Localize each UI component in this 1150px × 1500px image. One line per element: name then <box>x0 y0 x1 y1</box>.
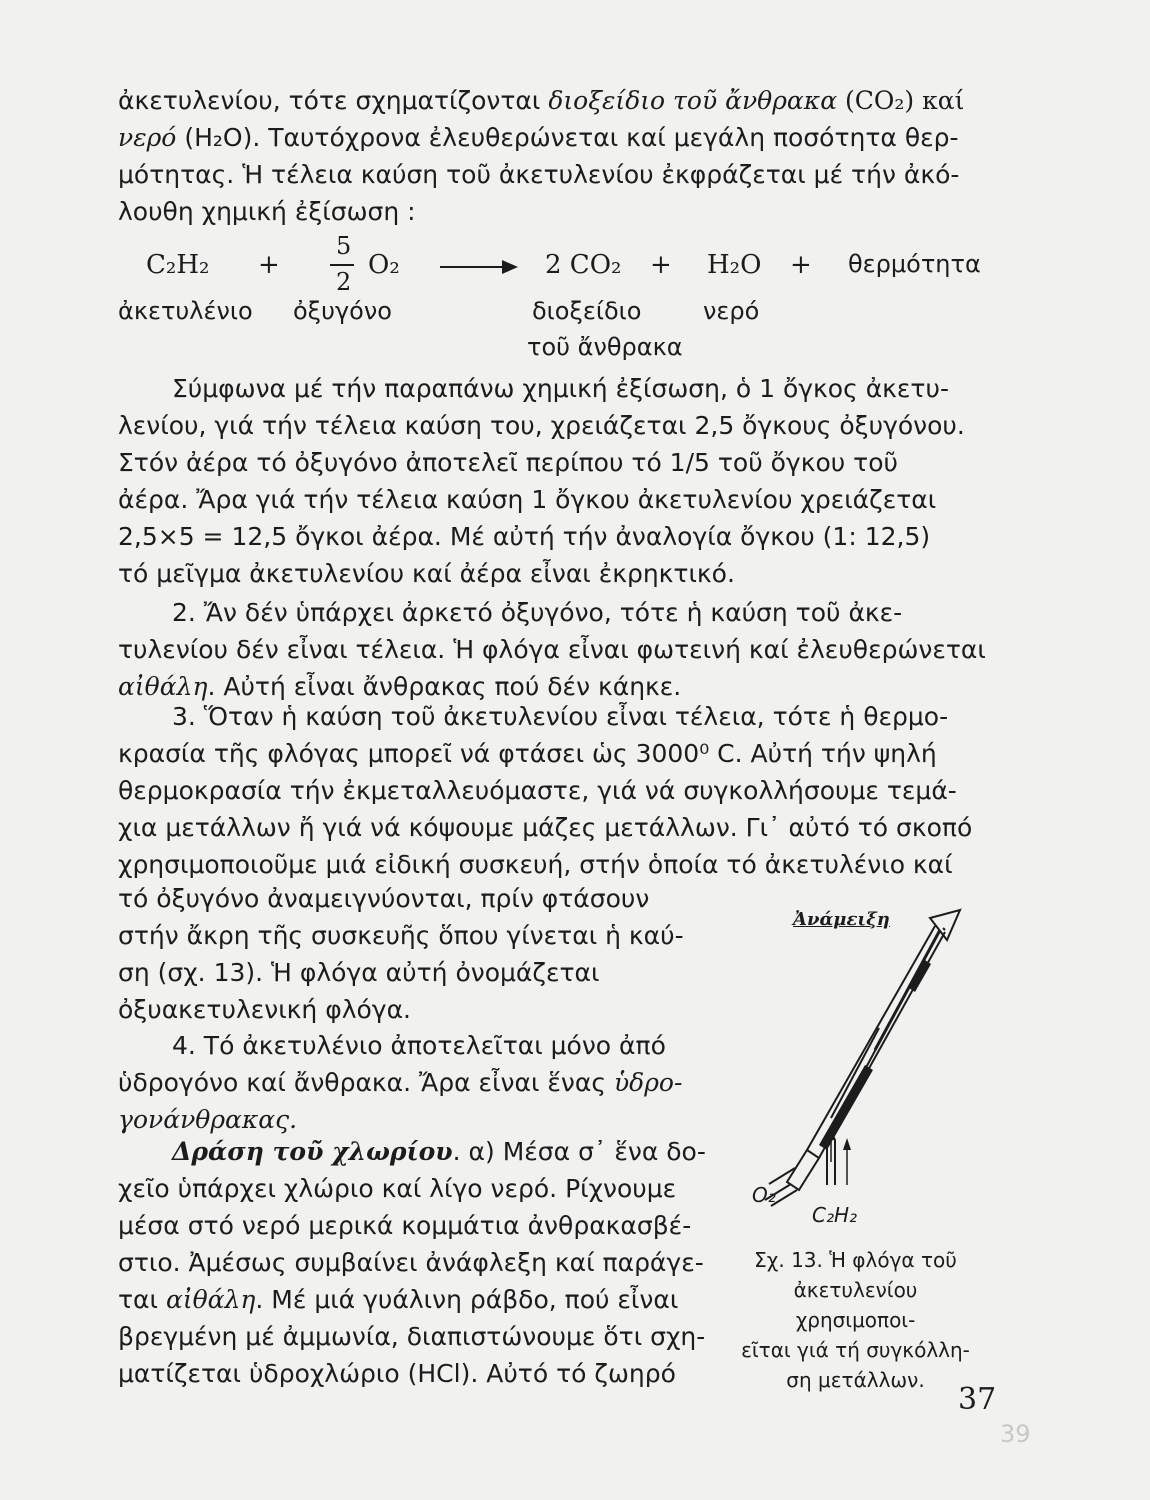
caption-line: ση μετάλλων. <box>786 1368 925 1392</box>
text-line: στιο. Ἀμέσως συμβαίνει ἀνάφλεξη καί παράγε- <box>118 1248 704 1277</box>
text-line: θερμοκρασία τήν ἐκμεταλλευόμαστε, γιά νά συγκολλήσουμε τεμά- <box>118 776 957 805</box>
intro-line-4: λουθη χημική ἐξίσωση : <box>118 197 416 226</box>
text-line: 3. Ὅταν ἡ καύση τοῦ ἀκετυλενίου εἶναι τέλεια, τότε ἡ θερμο- <box>172 702 949 731</box>
eq-fraction-bar <box>330 264 354 266</box>
eq-plus-3: + <box>790 250 812 280</box>
eq-label-dioxide: διοξείδιο <box>532 297 642 325</box>
eq-reactant-acetylene: C₂H₂ <box>146 250 210 280</box>
text-line: Στόν ἀέρα τό ὀξυγόνο ἀποτελεῖ περίπου τό 1/5 τοῦ ὄγκου τοῦ <box>118 448 898 477</box>
paragraph-hydrocarbon <box>118 1027 703 1138</box>
figure-caption <box>733 1245 978 1395</box>
figure-label-o2: O₂ <box>752 1183 776 1207</box>
paragraph-flame-continued <box>118 880 703 1028</box>
figure-label-c2h2: C₂H₂ <box>812 1203 858 1227</box>
text-line: Σύμφωνα μέ τήν παραπάνω χημική ἐξίσωση, ὁ 1 ὄγκος ἀκετυ- <box>172 374 949 403</box>
text-line: λενίου, γιά τήν τέλεια καύση του, χρειάζεται 2,5 ὄγκους ὀξυγόνου. <box>118 411 965 440</box>
intro-line-3: μότητας. Ἡ τέλεια καύση τοῦ ἀκετυλενίου ἐκφράζεται μέ τήν ἀκό- <box>118 160 960 189</box>
eq-fraction-numerator: 5 <box>336 232 352 260</box>
caption-line: εῖται γιά τή συγκόλλη- <box>741 1338 970 1362</box>
eq-arrow-icon <box>440 256 518 278</box>
figure-label-mixing: Ἀνάμειξη <box>793 909 890 930</box>
text-line: Δράση τοῦ χλωρίου. α) Μέσα σ᾽ ἕνα δο- <box>172 1137 706 1166</box>
text-line: κρασία τῆς φλόγας μπορεῖ νά φτάσει ὡς 3000⁰ C. Αὐτή τήν ψηλή <box>118 739 937 768</box>
text-line: ἀέρα. Ἄρα γιά τήν τέλεια καύση 1 ὄγκου ἀκετυλενίου χρειάζεται <box>118 485 937 514</box>
text-line: ὀξυακετυλενική φλόγα. <box>118 995 412 1024</box>
section-heading: Δράση τοῦ χλωρίου <box>172 1137 453 1166</box>
text-line: 2. Ἄν δέν ὑπάρχει ἀρκετό ὀξυγόνο, τότε ἡ καύση τοῦ ἀκε- <box>172 598 903 627</box>
text-line: τυλενίου δέν εἶναι τέλεια. Ἡ φλόγα εἶναι φωτεινή καί ἐλευθερώνεται <box>118 635 986 664</box>
text-line: ὑδρογόνο καί ἄνθρακα. Ἄρα εἶναι ἕνας ὑδρο- <box>118 1068 683 1097</box>
text-line: μέσα στό νερό μερικά κομμάτια ἀνθρακασβέ- <box>118 1211 692 1240</box>
paragraph-volumes <box>118 370 978 592</box>
text-line: χια μετάλλων ἤ γιά νά κόψουμε μάζες μετάλλων. Γι᾽ αὐτό τό σκοπό <box>118 813 973 842</box>
eq-label-water: νερό <box>703 297 760 325</box>
text-line: ση (σχ. 13). Ἡ φλόγα αὐτή ὀνομάζεται <box>118 958 600 987</box>
text-line: 4. Τό ἀκετυλένιο ἀποτελεῖται μόνο ἀπό <box>172 1031 666 1060</box>
intro-line-1: ἀκετυλενίου, τότε σχηματίζονται διοξείδιο τοῦ ἄνθρακα (CO₂) καί <box>118 86 965 115</box>
text-line: ται αἰθάλη. Μέ μιά γυάλινη ράβδο, πού εἶναι <box>118 1285 679 1314</box>
eq-reactant-oxygen: O₂ <box>368 250 400 280</box>
text-line: βρεγμένη μέ ἀμμωνία, διαπιστώνουμε ὅτι σχη- <box>118 1322 706 1351</box>
intro-line-2: νερό (H₂O). Ταυτόχρονα ἐλευθερώνεται καί μεγάλη ποσότητα θερ- <box>118 123 959 152</box>
text-line: χεῖο ὑπάρχει χλώριο καί λίγο νερό. Ρίχνουμε <box>118 1174 677 1203</box>
caption-line: Σχ. 13. Ἡ φλόγα τοῦ <box>754 1248 957 1272</box>
eq-plus-1: + <box>258 250 280 280</box>
bleed-through-page-number: 39 <box>1000 1420 1031 1448</box>
paragraph-chlorine-action <box>118 1133 706 1392</box>
text-line: ματίζεται ὑδροχλώριο (HCl). Αὐτό τό ζωηρό <box>118 1359 676 1388</box>
eq-label-dioxide-2: τοῦ ἄνθρακα <box>527 333 683 361</box>
eq-product-co2: 2 CO₂ <box>545 250 622 280</box>
caption-line: ἀκετυλενίου χρησιμοποι- <box>793 1278 918 1332</box>
text-line: τό μεῖγμα ἀκετυλενίου καί ἀέρα εἶναι ἐκρηκτικό. <box>118 559 735 588</box>
page-number: 37 <box>958 1382 997 1417</box>
eq-product-heat: θερμότητα <box>848 250 981 278</box>
eq-product-water: H₂O <box>707 250 762 280</box>
paragraph-flame-temperature <box>118 698 978 883</box>
text-line: τό ὀξυγόνο ἀναμειγνύονται, πρίν φτάσουν <box>118 884 650 913</box>
eq-fraction-denominator: 2 <box>336 268 352 296</box>
text-line: αἰθάλη. Αὐτή εἶναι ἄνθρακας πού δέν κάηκε. <box>118 672 682 701</box>
intro-paragraph <box>118 82 978 230</box>
eq-label-acetylene: ἀκετυλένιο <box>118 297 253 325</box>
text-line: χρησιμοποιοῦμε μιά εἰδική συσκευή, στήν ὁποία τό ἀκετυλένιο καί <box>118 850 953 879</box>
text-line: στήν ἄκρη τῆς συσκευῆς ὅπου γίνεται ἡ καύ- <box>118 921 684 950</box>
text-line: 2,5×5 = 12,5 ὄγκοι ἀέρα. Μέ αὐτή τήν ἀναλογία ὄγκου (1: 12,5) <box>118 522 931 551</box>
text-line: γονάνθρακας. <box>118 1105 298 1134</box>
paragraph-incomplete-combustion <box>118 594 986 705</box>
eq-plus-2: + <box>650 250 672 280</box>
eq-label-oxygen: ὀξυγόνο <box>293 297 392 325</box>
